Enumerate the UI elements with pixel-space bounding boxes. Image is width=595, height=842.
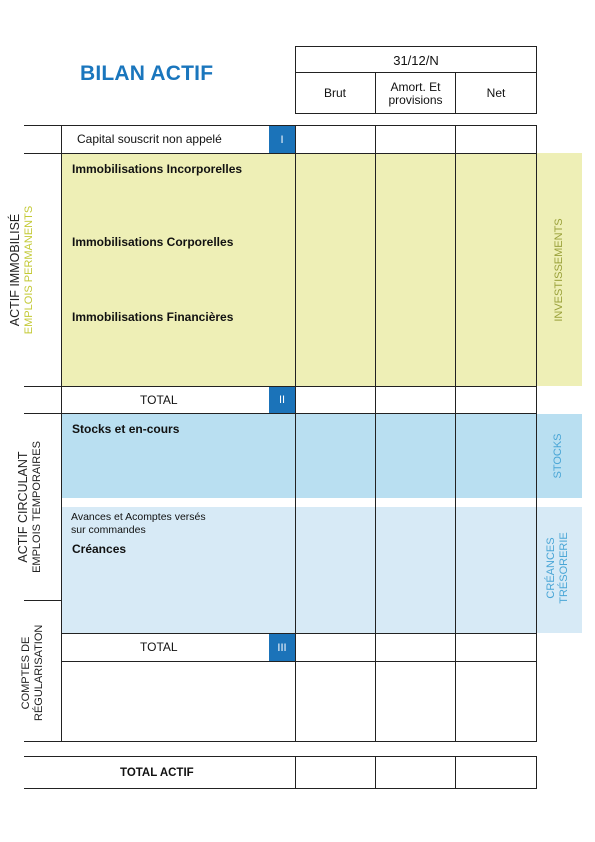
- regularisation-text: RÉGULARISATION: [33, 624, 45, 721]
- divider: [455, 125, 456, 741]
- comptes-de-text: COMPTES DE: [20, 636, 32, 710]
- divider: [375, 756, 376, 788]
- col-header-amort: Amort. Et provisions: [388, 79, 443, 107]
- col-header-net: Net: [486, 86, 506, 100]
- row-immo-corporelles: Immobilisations Corporelles: [72, 235, 234, 249]
- total-actif-label: TOTAL ACTIF: [120, 767, 194, 779]
- label-comptes-regularisation: [20, 625, 50, 721]
- divider: [536, 756, 537, 788]
- actif-immobilise-text: ACTIF IMMOBILISÉ: [8, 213, 22, 327]
- label-actif-immobilise: [8, 200, 42, 340]
- divider: [61, 633, 537, 634]
- divider: [536, 125, 537, 741]
- page-title: BILAN ACTIF: [80, 62, 214, 85]
- divider: [375, 125, 376, 741]
- label-investissements: INVESTISSEMENTS: [553, 218, 565, 322]
- divider: [24, 600, 61, 601]
- emplois-permanents-text: EMPLOIS PERMANENTS: [23, 205, 35, 335]
- row-stocks: Stocks et en-cours: [72, 422, 180, 436]
- total-iii-label: TOTAL: [140, 640, 178, 654]
- divider: [455, 756, 456, 788]
- row-number-badge: III: [269, 634, 295, 661]
- row-capital-label: Capital souscrit non appelé: [77, 132, 222, 146]
- row-number-badge: I: [269, 126, 295, 153]
- label-creances-tresorerie: [545, 522, 575, 614]
- divider: [61, 661, 537, 662]
- divider: [61, 125, 62, 741]
- row-creances: Créances: [72, 542, 127, 556]
- divider: [24, 756, 537, 757]
- total-ii-label: TOTAL: [140, 393, 178, 407]
- emplois-temporaires-text: EMPLOIS TEMPORAIRES: [31, 441, 43, 573]
- divider: [24, 413, 537, 414]
- divider: [24, 741, 537, 742]
- col-header-brut: Brut: [323, 86, 346, 100]
- row-avances-line2: sur commandes: [71, 524, 146, 536]
- creances-text: CRÉANCES: [545, 537, 557, 599]
- divider: [295, 756, 296, 788]
- date-label: 31/12/N: [393, 52, 439, 68]
- label-stocks: STOCKS: [552, 433, 564, 479]
- actif-immobilise-band: [61, 153, 536, 386]
- row-number-badge: II: [269, 387, 295, 413]
- row-avances-line1: Avances et Acomptes versés: [71, 511, 206, 523]
- divider: [295, 125, 296, 741]
- actif-circulant-text: ACTIF CIRCULANT: [16, 451, 30, 563]
- tresorerie-text: TRÉSORERIE: [558, 532, 570, 604]
- label-actif-circulant: [16, 432, 48, 582]
- row-immo-financieres: Immobilisations Financières: [72, 310, 234, 324]
- row-immo-incorporelles: Immobilisations Incorporelles: [72, 162, 243, 176]
- divider: [24, 788, 537, 789]
- divider: [24, 153, 537, 154]
